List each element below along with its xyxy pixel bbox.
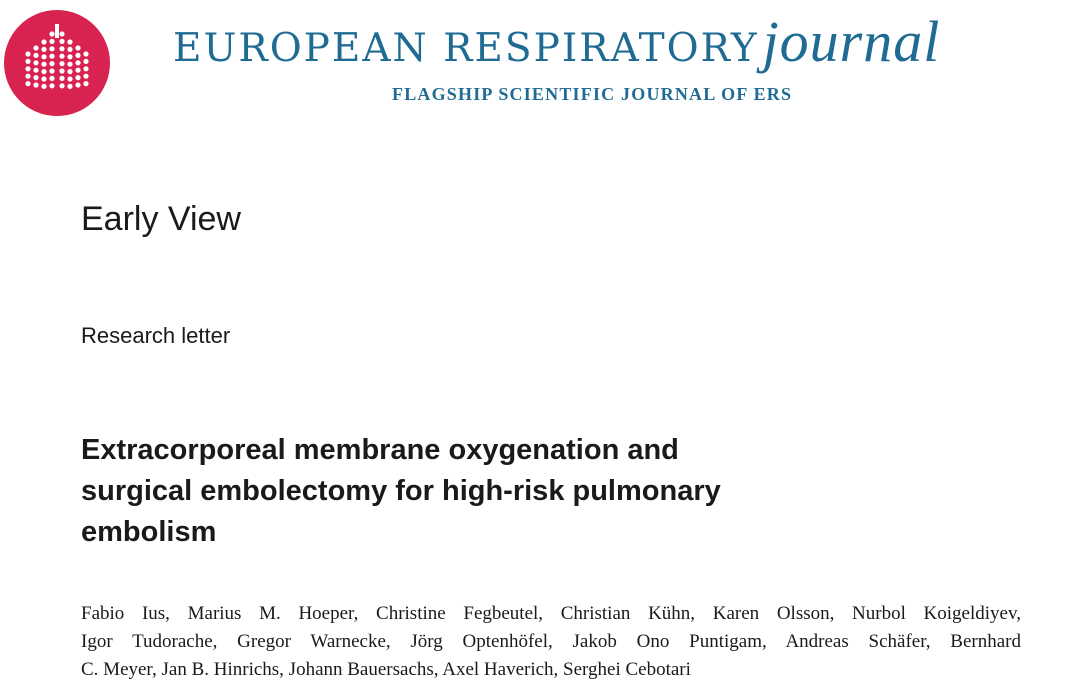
logo-dot [83, 59, 88, 64]
logo-dot [75, 45, 80, 50]
logo-dot [49, 54, 54, 59]
author-line: C. Meyer, Jan B. Hinrichs, Johann Bauersachs, Axel Haverich, Serghei Cebotari [81, 659, 691, 680]
logo-dot [33, 82, 38, 87]
logo-dot [33, 68, 38, 73]
logo-dot [41, 62, 46, 67]
logo-dot [75, 82, 80, 87]
journal-masthead [173, 8, 940, 75]
logo-dot [49, 83, 54, 88]
logo-dot [25, 81, 30, 86]
article-title [81, 430, 881, 553]
logo-dot [83, 51, 88, 56]
logo-dot [83, 81, 88, 86]
title-line: Extracorporeal membrane oxygenation and [81, 434, 679, 466]
logo-dot [49, 61, 54, 66]
logo-dot [49, 46, 54, 51]
logo-dot [41, 47, 46, 52]
logo-dot [67, 76, 72, 81]
title-line: embolism [81, 516, 217, 548]
logo-dot [67, 47, 72, 52]
logo-dot [67, 69, 72, 74]
logo-dot [49, 68, 54, 73]
logo-dot [59, 46, 64, 51]
logo-dot [59, 54, 64, 59]
logo-dot [25, 74, 30, 79]
logo-dot [67, 62, 72, 67]
logo-dot [75, 53, 80, 58]
logo-dot [25, 51, 30, 56]
logo-dot [33, 60, 38, 65]
logo-trachea [55, 24, 59, 38]
logo-dot [41, 84, 46, 89]
logo-dot [49, 39, 54, 44]
logo-dot [67, 54, 72, 59]
logo-dot [33, 45, 38, 50]
article-type: Research letter [81, 323, 231, 348]
journal-tagline: FLAGSHIP SCIENTIFIC JOURNAL OF ERS [392, 84, 793, 104]
logo-dot [67, 39, 72, 44]
logo-dot [67, 84, 72, 89]
logo-dot [83, 66, 88, 71]
logo-dot [41, 39, 46, 44]
logo-dot [59, 76, 64, 81]
logo-dot [59, 83, 64, 88]
logo-dot [59, 39, 64, 44]
logo-dot [25, 59, 30, 64]
logo-dot [41, 76, 46, 81]
logo-dot [49, 76, 54, 81]
title-line: surgical embolectomy for high-risk pulmonary [81, 475, 721, 507]
logo-dot [75, 68, 80, 73]
logo-dot [59, 61, 64, 66]
logo-dot [33, 75, 38, 80]
logo-dot [59, 68, 64, 73]
logo-dot [41, 54, 46, 59]
publication-status: Early View [81, 200, 241, 238]
ers-lungs-logo-icon [4, 10, 110, 116]
logo-dot [75, 60, 80, 65]
logo-dot [25, 66, 30, 71]
logo-dot [41, 69, 46, 74]
logo-dot [59, 31, 64, 36]
logo-dot [75, 75, 80, 80]
logo-dot [49, 31, 54, 36]
author-line: Igor Tudorache, Gregor Warnecke, Jörg Optenhöfel, Jakob Ono Puntigam, Andreas Schäfer, Bernhard [81, 631, 1021, 652]
logo-dot [83, 74, 88, 79]
author-line: Fabio Ius, Marius M. Hoeper, Christine Fegbeutel, Christian Kühn, Karen Olsson, Nurbol Koigeldiyev, [81, 603, 1021, 624]
author-list [81, 600, 1021, 684]
logo-dot [33, 53, 38, 58]
journal-suffix: journal [762, 9, 941, 74]
journal-name: EUROPEAN RESPIRATORY [173, 26, 759, 71]
